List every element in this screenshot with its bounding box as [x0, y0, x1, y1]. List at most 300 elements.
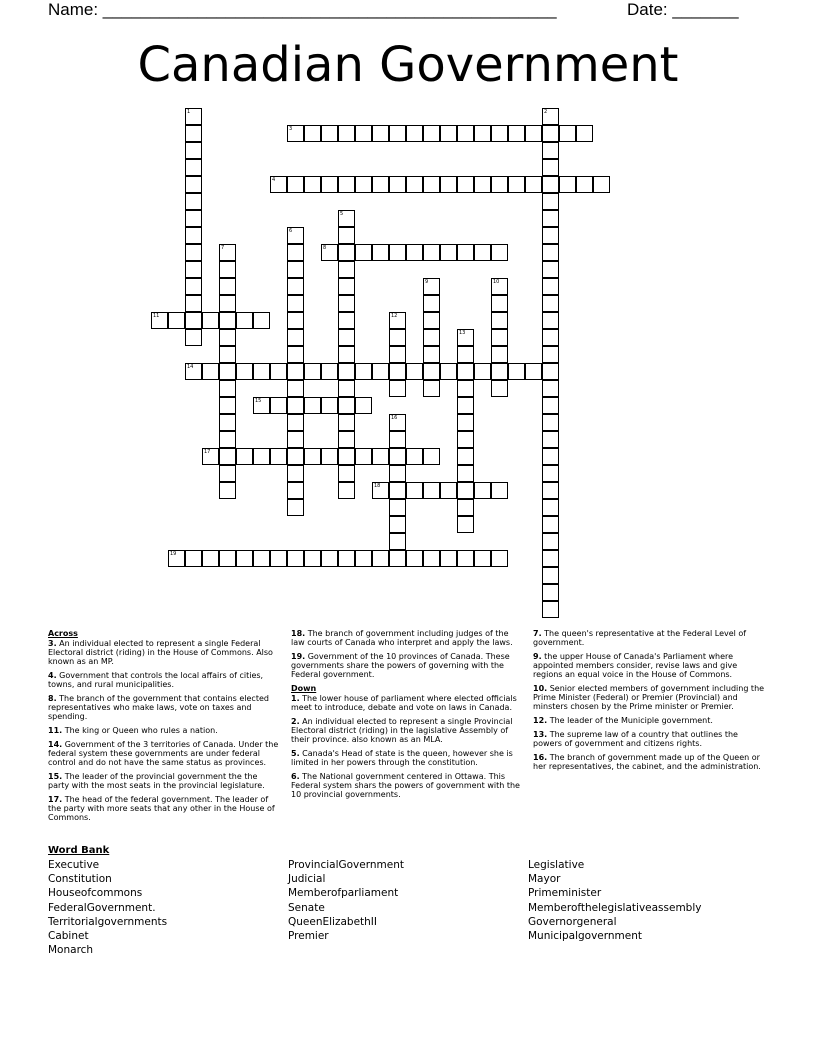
crossword-cell[interactable]: [321, 397, 338, 414]
word-bank-item: Monarch: [48, 944, 94, 957]
crossword-cell[interactable]: [389, 346, 406, 363]
crossword-cell[interactable]: [508, 125, 525, 142]
crossword-cell[interactable]: [542, 346, 559, 363]
crossword-clue-number: 10: [493, 279, 500, 285]
crossword-cell[interactable]: [219, 295, 236, 312]
clue-down: 10. Senior elected members of government including the Prime Minister (Federal) or Premier (Provincial) and minsters chosen by the Prime minister or Premier.: [533, 684, 765, 711]
word-bank-item: Primeminister: [528, 887, 602, 900]
crossword-cell[interactable]: [559, 125, 576, 142]
crossword-cell[interactable]: [287, 295, 304, 312]
crossword-cell[interactable]: [338, 227, 355, 244]
crossword-cell[interactable]: [219, 380, 236, 397]
crossword-cell[interactable]: [219, 329, 236, 346]
crossword-cell[interactable]: [423, 278, 440, 295]
crossword-cell[interactable]: [423, 448, 440, 465]
crossword-cell[interactable]: [185, 278, 202, 295]
crossword-cell[interactable]: [491, 329, 508, 346]
crossword-cell[interactable]: [355, 176, 372, 193]
crossword-cell[interactable]: [202, 312, 219, 329]
crossword-cell[interactable]: [185, 227, 202, 244]
word-bank-item: Judicial: [288, 873, 326, 886]
crossword-cell[interactable]: [423, 295, 440, 312]
crossword-cell[interactable]: [406, 363, 423, 380]
word-bank-item: FederalGovernment.: [48, 901, 156, 914]
crossword-cell[interactable]: [542, 482, 559, 499]
crossword-cell[interactable]: [542, 227, 559, 244]
crossword-clue-number: 14: [187, 364, 194, 370]
crossword-cell[interactable]: [457, 414, 474, 431]
clue-across: 11. The king or Queen who rules a nation.: [48, 726, 218, 735]
crossword-cell[interactable]: [525, 125, 542, 142]
crossword-cell[interactable]: [253, 397, 270, 414]
crossword-cell[interactable]: [219, 465, 236, 482]
crossword-cell[interactable]: [287, 244, 304, 261]
crossword-cell[interactable]: [542, 499, 559, 516]
crossword-cell[interactable]: [542, 261, 559, 278]
crossword-cell[interactable]: [491, 482, 508, 499]
crossword-cell[interactable]: [287, 397, 304, 414]
crossword-cell[interactable]: [542, 380, 559, 397]
crossword-cell[interactable]: [287, 176, 304, 193]
word-bank-item: QueenElizabethII: [288, 915, 377, 928]
clues-column-2: [291, 629, 523, 804]
page-title: Canadian Government: [137, 37, 679, 93]
clue-down: 6. The National government centered in Ottawa. This Federal system shars the powers of government with the 10 provincial governments.: [291, 772, 520, 799]
crossword-cell[interactable]: [440, 176, 457, 193]
crossword-cell[interactable]: [457, 482, 474, 499]
crossword-cell[interactable]: [423, 312, 440, 329]
crossword-cell[interactable]: [389, 499, 406, 516]
crossword-cell[interactable]: [304, 397, 321, 414]
crossword-cell[interactable]: [219, 261, 236, 278]
word-bank-item: Memberofparliament: [288, 887, 399, 900]
crossword-cell[interactable]: [559, 176, 576, 193]
crossword-cell[interactable]: [338, 312, 355, 329]
crossword-cell[interactable]: [542, 533, 559, 550]
clue-down: 12. The leader of the Municiple government.: [533, 716, 713, 725]
crossword-cell[interactable]: [287, 499, 304, 516]
crossword-cell[interactable]: [389, 465, 406, 482]
crossword-cell[interactable]: [321, 244, 338, 261]
crossword-cell[interactable]: [423, 329, 440, 346]
crossword-cell[interactable]: [270, 363, 287, 380]
crossword-cell[interactable]: [406, 482, 423, 499]
crossword-cell[interactable]: [508, 176, 525, 193]
crossword-cell[interactable]: [185, 244, 202, 261]
crossword-cell[interactable]: [474, 244, 491, 261]
crossword-cell[interactable]: [338, 261, 355, 278]
crossword-cell[interactable]: [457, 125, 474, 142]
crossword-cell[interactable]: [219, 397, 236, 414]
crossword-cell[interactable]: [389, 329, 406, 346]
crossword-cell[interactable]: [457, 363, 474, 380]
crossword-cell[interactable]: [338, 210, 355, 227]
crossword-cell[interactable]: [389, 550, 406, 567]
crossword-cell[interactable]: [287, 465, 304, 482]
crossword-cell[interactable]: [219, 278, 236, 295]
crossword-cell[interactable]: [542, 193, 559, 210]
crossword-cell[interactable]: [542, 567, 559, 584]
crossword-cell[interactable]: [287, 329, 304, 346]
crossword-cell[interactable]: [457, 244, 474, 261]
crossword-cell[interactable]: [542, 295, 559, 312]
crossword-cell[interactable]: [542, 329, 559, 346]
crossword-cell[interactable]: [491, 244, 508, 261]
crossword-cell[interactable]: [338, 482, 355, 499]
down-heading: Down: [291, 684, 317, 693]
crossword-cell[interactable]: [304, 125, 321, 142]
clue-down: 13. The supreme law of a country that outlines the powers of government and citizens rights.: [533, 730, 738, 748]
crossword-cell[interactable]: [576, 176, 593, 193]
crossword-cell[interactable]: [355, 550, 372, 567]
crossword-cell[interactable]: [389, 516, 406, 533]
crossword-cell[interactable]: [270, 397, 287, 414]
crossword-cell[interactable]: [542, 125, 559, 142]
crossword-clue-number: 11: [153, 313, 160, 319]
crossword-cell[interactable]: [457, 346, 474, 363]
crossword-cell[interactable]: [389, 312, 406, 329]
crossword-cell[interactable]: [423, 482, 440, 499]
crossword-cell[interactable]: [389, 176, 406, 193]
crossword-cell[interactable]: [219, 482, 236, 499]
word-bank-column-1: [48, 858, 167, 957]
crossword-cell[interactable]: [440, 363, 457, 380]
crossword-clue-number: 1: [187, 109, 191, 115]
word-bank-item: Legislative: [528, 859, 585, 871]
crossword-cell[interactable]: [304, 448, 321, 465]
crossword-cell[interactable]: [372, 550, 389, 567]
crossword-cell[interactable]: [287, 448, 304, 465]
crossword-cell[interactable]: [202, 448, 219, 465]
word-bank-item: Premier: [288, 930, 329, 943]
crossword-cell[interactable]: [270, 448, 287, 465]
crossword-cell[interactable]: [423, 550, 440, 567]
crossword-cell[interactable]: [287, 125, 304, 142]
crossword-cell[interactable]: [440, 244, 457, 261]
crossword-cell[interactable]: [389, 414, 406, 431]
crossword-cell[interactable]: [338, 244, 355, 261]
crossword-cell[interactable]: [338, 414, 355, 431]
crossword-clue-number: 19: [170, 551, 177, 557]
crossword-cell[interactable]: [338, 397, 355, 414]
crossword-clue-number: 2: [544, 109, 548, 115]
crossword-cell[interactable]: [542, 142, 559, 159]
crossword-cell[interactable]: [338, 278, 355, 295]
crossword-cell[interactable]: [389, 380, 406, 397]
crossword-cell[interactable]: [338, 176, 355, 193]
crossword-cell[interactable]: [491, 363, 508, 380]
crossword-cell[interactable]: [474, 125, 491, 142]
crossword-clue-number: 13: [459, 330, 466, 336]
crossword-cell[interactable]: [270, 550, 287, 567]
crossword-cell[interactable]: [423, 244, 440, 261]
crossword-cell[interactable]: [270, 176, 287, 193]
crossword-cell[interactable]: [287, 261, 304, 278]
crossword-cell[interactable]: [406, 125, 423, 142]
crossword-cell[interactable]: [542, 278, 559, 295]
crossword-cell[interactable]: [338, 380, 355, 397]
crossword-cell[interactable]: [491, 380, 508, 397]
name-field-label: Name: ________________________________________________: [48, 0, 557, 19]
crossword-cell[interactable]: [185, 210, 202, 227]
crossword-cell[interactable]: [457, 329, 474, 346]
crossword-cell[interactable]: [321, 176, 338, 193]
clue-across: 14. Government of the 3 territories of Canada. Under the federal system these governments are under federal control and do not have the same status as provinces.: [48, 740, 279, 767]
crossword-clue-number: 6: [289, 228, 293, 234]
crossword-cell[interactable]: [576, 125, 593, 142]
word-bank-item: Memberofthelegislativeassembly: [528, 901, 702, 914]
clue-across: 17. The head of the federal government. The leader of the party with more seats that any other in the House of Commons.: [48, 795, 275, 822]
crossword-cell[interactable]: [389, 448, 406, 465]
crossword-cell[interactable]: [287, 312, 304, 329]
crossword-cell[interactable]: [372, 176, 389, 193]
crossword-cell[interactable]: [372, 363, 389, 380]
crossword-cell[interactable]: [185, 363, 202, 380]
crossword-cell[interactable]: [542, 244, 559, 261]
word-bank-item: Cabinet: [48, 930, 89, 943]
crossword-cell[interactable]: [355, 244, 372, 261]
crossword-cell[interactable]: [287, 363, 304, 380]
crossword-cell[interactable]: [542, 414, 559, 431]
crossword-cell[interactable]: [168, 312, 185, 329]
crossword-cell[interactable]: [185, 176, 202, 193]
crossword-cell[interactable]: [542, 159, 559, 176]
crossword-cell[interactable]: [219, 448, 236, 465]
crossword-cell[interactable]: [440, 125, 457, 142]
clue-down: 2. An individual elected to represent a single Provincial Electoral district (riding) in the lagislative Assembly of their province. also known as an MLA.: [291, 717, 513, 744]
crossword-clue-number: 5: [340, 211, 344, 217]
crossword-cell[interactable]: [185, 329, 202, 346]
crossword-clue-number: 15: [255, 398, 262, 404]
crossword-cell[interactable]: [287, 346, 304, 363]
crossword-cell[interactable]: [423, 363, 440, 380]
crossword-cell[interactable]: [423, 346, 440, 363]
crossword-cell[interactable]: [253, 312, 270, 329]
word-bank-item: Governorgeneral: [528, 915, 617, 928]
crossword-cell[interactable]: [338, 363, 355, 380]
crossword-cell[interactable]: [542, 210, 559, 227]
crossword-cell[interactable]: [219, 312, 236, 329]
clue-across: 15. The leader of the provincial government the the party with the most seats in the provincial legislature.: [48, 772, 265, 790]
crossword-cell[interactable]: [338, 431, 355, 448]
clue-across: 4. Government that controls the local affairs of cities, towns, and rural municipalities.: [48, 671, 264, 689]
clues-column-1: [48, 629, 280, 827]
crossword-cell[interactable]: [508, 363, 525, 380]
crossword-cell[interactable]: [287, 278, 304, 295]
crossword-cell[interactable]: [389, 533, 406, 550]
crossword-cell[interactable]: [406, 448, 423, 465]
crossword-cell[interactable]: [457, 176, 474, 193]
crossword-cell[interactable]: [321, 363, 338, 380]
crossword-cell[interactable]: [542, 601, 559, 618]
crossword-cell[interactable]: [168, 550, 185, 567]
crossword-clue-number: 3: [289, 126, 293, 132]
crossword-cell[interactable]: [372, 482, 389, 499]
crossword-cell[interactable]: [338, 295, 355, 312]
crossword-cell[interactable]: [491, 176, 508, 193]
clue-down: 5. Canada's Head of state is the queen, however she is limited in her powers through the constitution.: [291, 749, 513, 767]
crossword-cell[interactable]: [457, 397, 474, 414]
crossword-cell[interactable]: [457, 448, 474, 465]
crossword-cell[interactable]: [236, 312, 253, 329]
crossword-cell[interactable]: [253, 448, 270, 465]
crossword-clue-number: 9: [425, 279, 429, 285]
word-bank-item: Territorialgovernments: [48, 915, 168, 928]
date-field-label: Date: _______: [627, 0, 739, 19]
clue-across: 18. The branch of government including judges of the law courts of Canada who interpret and apply the laws.: [291, 629, 513, 647]
crossword-cell[interactable]: [457, 380, 474, 397]
crossword-cell[interactable]: [253, 550, 270, 567]
crossword-cell[interactable]: [185, 142, 202, 159]
crossword-cell[interactable]: [491, 346, 508, 363]
crossword-cell[interactable]: [491, 550, 508, 567]
crossword-cell[interactable]: [389, 431, 406, 448]
crossword-cell[interactable]: [474, 482, 491, 499]
crossword-clue-number: 7: [221, 245, 225, 251]
crossword-cell[interactable]: [185, 125, 202, 142]
crossword-clue-number: 8: [323, 245, 327, 251]
crossword-clue-number: 12: [391, 313, 398, 319]
crossword-cell[interactable]: [219, 244, 236, 261]
crossword-cell[interactable]: [389, 125, 406, 142]
crossword-cell[interactable]: [219, 431, 236, 448]
crossword-clue-number: 4: [272, 177, 276, 183]
crossword-cell[interactable]: [542, 465, 559, 482]
crossword-cell[interactable]: [542, 397, 559, 414]
crossword-cell[interactable]: [542, 516, 559, 533]
crossword-cell[interactable]: [457, 431, 474, 448]
crossword-cell[interactable]: [338, 346, 355, 363]
crossword-cell[interactable]: [491, 295, 508, 312]
crossword-cell[interactable]: [151, 312, 168, 329]
crossword-cell[interactable]: [423, 125, 440, 142]
crossword-cell[interactable]: [423, 176, 440, 193]
crossword-cell[interactable]: [338, 329, 355, 346]
crossword-cell[interactable]: [219, 414, 236, 431]
crossword-cell[interactable]: [304, 176, 321, 193]
word-bank-column-3: [528, 858, 701, 943]
clue-across: 19. Government of the 10 provinces of Canada. These governments share the powers of governing with the Federal government.: [291, 652, 510, 679]
crossword-cell[interactable]: [185, 550, 202, 567]
crossword-cell[interactable]: [372, 125, 389, 142]
crossword-cell[interactable]: [355, 448, 372, 465]
crossword-cell[interactable]: [423, 380, 440, 397]
crossword-cell[interactable]: [525, 363, 542, 380]
crossword-clue-number: 17: [204, 449, 211, 455]
crossword-cell[interactable]: [457, 465, 474, 482]
crossword-cell[interactable]: [542, 176, 559, 193]
crossword-cell[interactable]: [542, 431, 559, 448]
crossword-cell[interactable]: [236, 363, 253, 380]
crossword-cell[interactable]: [389, 363, 406, 380]
crossword-cell[interactable]: [219, 550, 236, 567]
crossword-cell[interactable]: [542, 312, 559, 329]
word-bank-heading: Word Bank: [48, 845, 110, 856]
crossword-cell[interactable]: [491, 125, 508, 142]
crossword-cell[interactable]: [542, 584, 559, 601]
crossword-cell[interactable]: [287, 227, 304, 244]
crossword-cell[interactable]: [338, 448, 355, 465]
crossword-cell[interactable]: [236, 448, 253, 465]
crossword-cell[interactable]: [219, 346, 236, 363]
crossword-cell[interactable]: [593, 176, 610, 193]
clue-down: 1. The lower house of parliament where elected officials meet to introduce, debate and vote on laws in Canada.: [291, 694, 517, 712]
crossword-cell[interactable]: [287, 380, 304, 397]
crossword-cell[interactable]: [372, 448, 389, 465]
crossword-cell[interactable]: [321, 125, 338, 142]
crossword-cell[interactable]: [338, 550, 355, 567]
crossword-cell[interactable]: [525, 176, 542, 193]
crossword-cell[interactable]: [338, 465, 355, 482]
word-bank-item: Constitution: [48, 873, 112, 886]
crossword-cell[interactable]: [338, 125, 355, 142]
crossword-cell[interactable]: [202, 363, 219, 380]
crossword-cell[interactable]: [491, 312, 508, 329]
crossword-cell[interactable]: [219, 363, 236, 380]
crossword-cell[interactable]: [440, 482, 457, 499]
crossword-cell[interactable]: [389, 244, 406, 261]
word-bank-item: Municipalgovernment: [528, 930, 643, 943]
crossword-cell[interactable]: [474, 176, 491, 193]
crossword-cell[interactable]: [457, 499, 474, 516]
crossword-cell[interactable]: [185, 261, 202, 278]
crossword-cell[interactable]: [355, 363, 372, 380]
crossword-cell[interactable]: [304, 550, 321, 567]
crossword-cell[interactable]: [406, 244, 423, 261]
crossword-cell[interactable]: [457, 550, 474, 567]
crossword-cell[interactable]: [287, 482, 304, 499]
crossword-cell[interactable]: [202, 550, 219, 567]
clue-across: 3. An individual elected to represent a single Federal Electoral district (riding) in the House of Commons. Also known as an MP.: [48, 639, 273, 666]
word-bank-column-2: [288, 858, 404, 943]
crossword-cell[interactable]: [321, 550, 338, 567]
crossword-cell[interactable]: [185, 193, 202, 210]
crossword-cell[interactable]: [372, 244, 389, 261]
crossword-cell[interactable]: [542, 363, 559, 380]
crossword-cell[interactable]: [542, 550, 559, 567]
crossword-cell[interactable]: [236, 550, 253, 567]
crossword-cell[interactable]: [389, 482, 406, 499]
crossword-cell[interactable]: [287, 414, 304, 431]
clues-column-3: [533, 629, 765, 776]
crossword-cell[interactable]: [474, 363, 491, 380]
crossword-cell[interactable]: [287, 550, 304, 567]
crossword-cell[interactable]: [253, 363, 270, 380]
crossword-cell[interactable]: [304, 363, 321, 380]
crossword-cell[interactable]: [185, 295, 202, 312]
crossword-cell[interactable]: [355, 125, 372, 142]
crossword-cell[interactable]: [287, 431, 304, 448]
clue-across: 8. The branch of the government that contains elected representatives who make laws, vote on taxes and spending.: [48, 694, 269, 721]
clue-down: 7. The queen's representative at the Federal Level of government.: [533, 629, 747, 647]
crossword-cell[interactable]: [185, 159, 202, 176]
crossword-cell[interactable]: [406, 550, 423, 567]
across-heading: Across: [48, 629, 78, 638]
crossword-cell[interactable]: [406, 176, 423, 193]
crossword-cell[interactable]: [457, 516, 474, 533]
crossword-cell[interactable]: [542, 108, 559, 125]
crossword-cell[interactable]: [491, 278, 508, 295]
crossword-cell[interactable]: [185, 312, 202, 329]
crossword-cell[interactable]: [440, 550, 457, 567]
crossword-cell[interactable]: [355, 397, 372, 414]
crossword-cell[interactable]: [474, 550, 491, 567]
word-bank-item: ProvincialGovernment: [288, 859, 404, 871]
clue-down: 9. the upper House of Canada's Parliament where appointed members consider, revise laws and give regions an equal voice in the House of Commons.: [533, 652, 738, 679]
crossword-cell[interactable]: [542, 448, 559, 465]
crossword-cell[interactable]: [321, 448, 338, 465]
crossword-cell[interactable]: [185, 108, 202, 125]
